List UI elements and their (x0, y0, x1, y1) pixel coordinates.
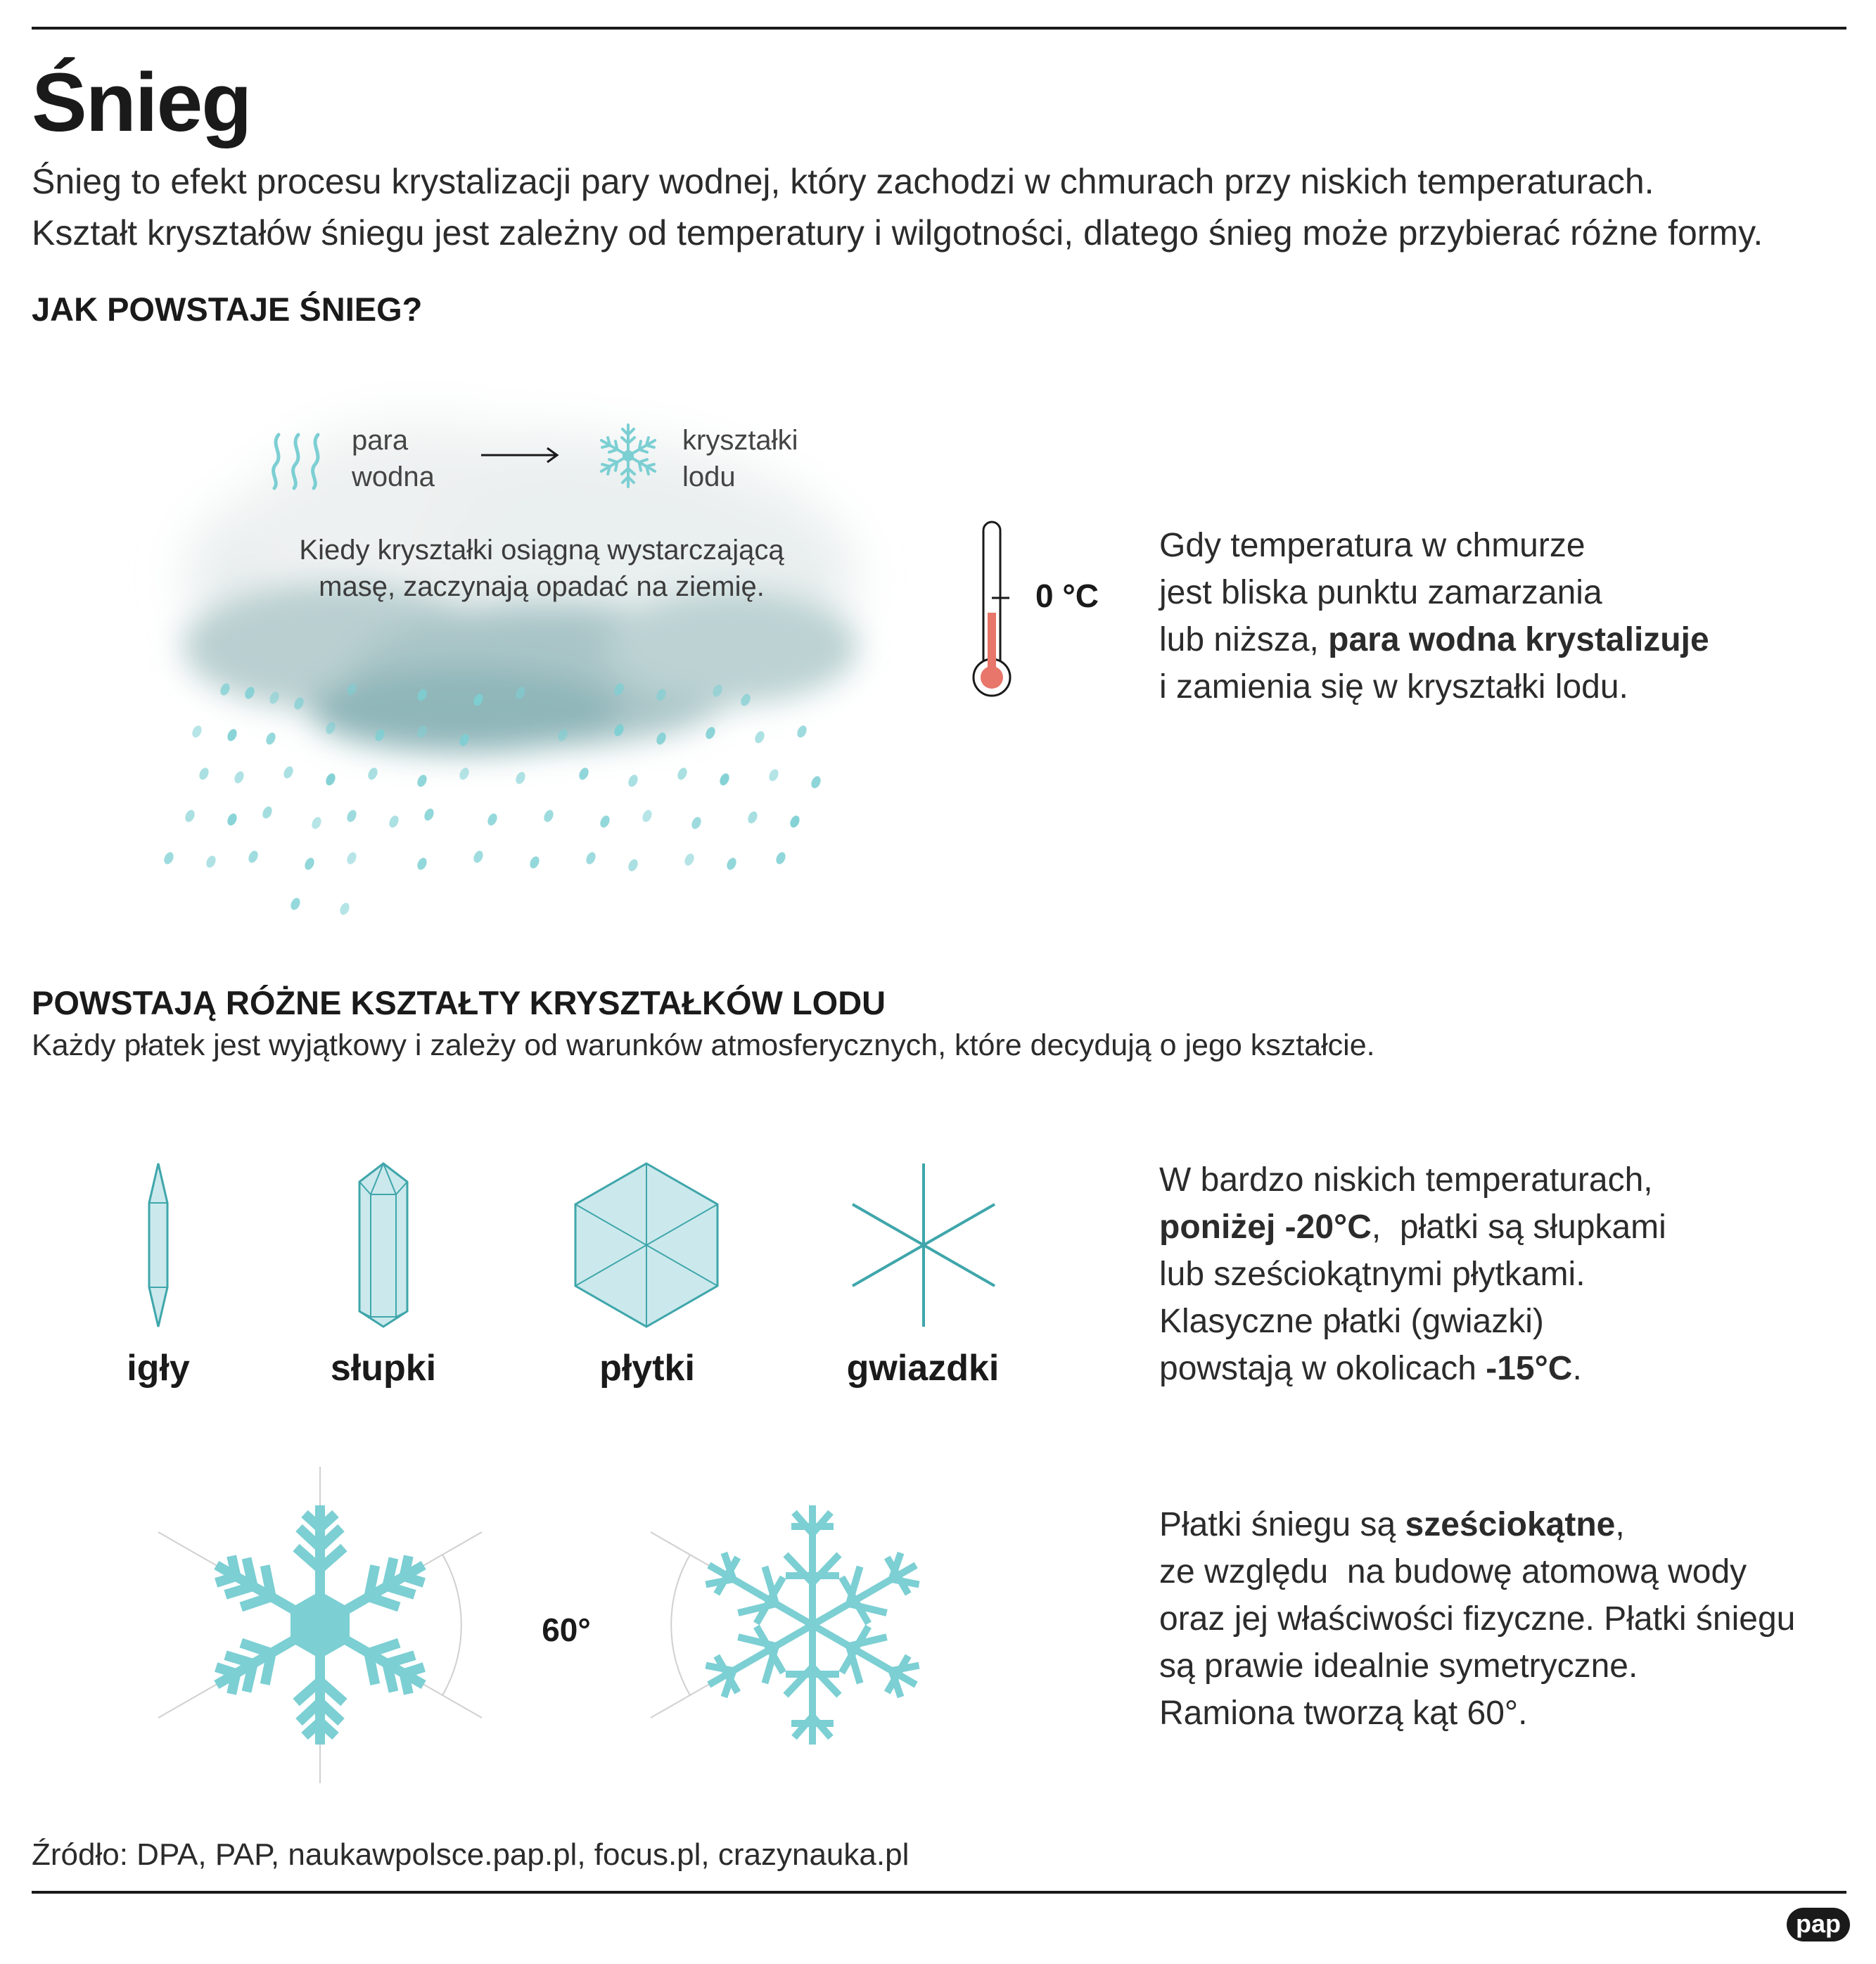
snow-drop (472, 849, 485, 864)
thermometer-icon (967, 519, 1016, 702)
snowflake-left-illustration (151, 1467, 489, 1783)
snow-drop (345, 850, 358, 865)
hex-desc-line3: oraz jej właściwości fizyczne. Płatki śniegu (1159, 1600, 1796, 1638)
hex-desc-line1 (1159, 1501, 1849, 1548)
snow-drop (324, 772, 337, 786)
snow-drop (423, 807, 435, 822)
snowflake-right-illustration (644, 1467, 981, 1783)
snow-drop (261, 805, 274, 820)
cloud-caption-line1: Kiedy kryształki osiągną wystarczającą (299, 535, 784, 566)
snow-drop (191, 724, 203, 739)
section2-desc-line3: lub sześciokątnymi płytkami. (1159, 1256, 1585, 1293)
section2-desc-line1: W bardzo niskich temperaturach, (1159, 1161, 1653, 1199)
section2-desc-temp1: poniżej -20°C (1159, 1209, 1372, 1246)
snow-drop (486, 812, 499, 827)
star-crystal-icon (850, 1161, 997, 1329)
pap-logo: pap (1787, 1908, 1850, 1941)
snow-drop (718, 772, 731, 786)
snow-drop (458, 766, 471, 781)
shape-label-plates: płytki (599, 1348, 695, 1389)
snow-drop (388, 814, 400, 829)
section2-desc-line5a: powstają w okolicach (1159, 1350, 1486, 1387)
section2-subheading: Każdy płatek jest wyjątkowy i zależy od warunków atmosferycznych, które decydują o jego kształcie. (32, 1028, 1375, 1062)
snow-drop (774, 850, 787, 865)
snow-drop (226, 727, 238, 742)
hexagon-description (1159, 1501, 1849, 1737)
snow-drop (796, 724, 808, 739)
section2-description (1159, 1156, 1849, 1392)
snow-drop (282, 765, 295, 779)
snow-drop (303, 856, 316, 871)
intro-line-2: Kształt kryształów śniegu jest zależny od temperatury i wilgotności, dlatego śnieg może przybierać różne formy. (32, 213, 1763, 253)
shape-label-columns: słupki (330, 1348, 437, 1389)
column-crystal-icon (355, 1161, 411, 1329)
hex-desc-line4: są prawie idealnie symetryczne. (1159, 1647, 1638, 1685)
cloud-caption (260, 532, 823, 605)
snow-drop (627, 857, 639, 872)
snow-drop (205, 854, 217, 869)
snow-drop (366, 766, 379, 781)
section2-desc-line2 (1159, 1204, 1849, 1251)
section2-desc-line5 (1159, 1345, 1849, 1392)
snow-drop (247, 849, 260, 864)
section2-desc-line5c: . (1572, 1350, 1582, 1387)
section1-desc-line1: Gdy temperatura w chmurze (1159, 527, 1585, 564)
section1-desc-line4: i zamienia się w kryształki lodu. (1159, 668, 1628, 706)
snow-drop (310, 815, 323, 830)
intro-line-1: Śnieg to efekt procesu krystalizacji pary wodnej, który zachodzi w chmurach przy niskich temperaturach. (32, 162, 1654, 201)
shape-label-needles: igły (127, 1348, 190, 1389)
snow-drop (578, 766, 590, 781)
snow-drop (810, 774, 822, 789)
snow-drop (226, 812, 238, 827)
cloud-caption-line2: masę, zaczynają opadać na ziemię. (319, 571, 765, 602)
snow-drop (683, 852, 696, 867)
snow-drop (641, 808, 653, 823)
shape-label-stars: gwiazdki (846, 1348, 1000, 1389)
snow-drop (264, 731, 277, 746)
snow-drop (690, 815, 703, 830)
section1-desc-line2: jest bliska punktu zamarzania (1159, 574, 1602, 611)
snow-drop (289, 896, 302, 911)
vapor-label-line2: wodna (352, 461, 435, 492)
snow-drop (198, 766, 210, 781)
crystal-label (682, 422, 798, 495)
section1-description (1159, 522, 1849, 710)
snow-drop (585, 850, 597, 865)
vapor-label-line1: para (352, 425, 409, 456)
page-title: Śnieg (32, 56, 251, 149)
section1-desc-line3a: lub niższa, (1159, 621, 1329, 658)
section1-heading: JAK POWSTAJE ŚNIEG? (32, 291, 423, 328)
snow-drop (542, 808, 555, 823)
snow-drop (416, 773, 428, 788)
hex-desc-line2: ze względu na budowę atomową wody (1159, 1553, 1747, 1590)
vapor-label (352, 422, 435, 495)
snow-drop (767, 767, 780, 782)
hex-desc-line5: Ramiona tworzą kąt 60°. (1159, 1695, 1528, 1732)
snow-drop (345, 808, 358, 823)
source-note: Źródło: DPA, PAP, naukawpolsce.pap.pl, focus.pl, crazynauka.pl (32, 1837, 910, 1872)
section2-desc-line4: Klasyczne płatki (gwiazki) (1159, 1303, 1544, 1340)
snow-drop (789, 814, 801, 829)
plate-crystal-icon (571, 1161, 722, 1329)
snow-drop (627, 773, 639, 788)
intro-text (32, 156, 1853, 259)
snow-drop (528, 855, 541, 869)
bottom-rule (32, 1891, 1846, 1894)
snow-drop (338, 901, 351, 916)
hex-desc-highlight: sześciokątne (1405, 1506, 1616, 1543)
snow-drop (416, 856, 428, 871)
angle-label: 60° (542, 1612, 591, 1648)
section2-desc-temp2: -15°C (1486, 1350, 1573, 1387)
crystal-label-line2: lodu (682, 461, 736, 492)
thermometer-label: 0 °C (1035, 578, 1099, 614)
snow-drop (514, 770, 527, 785)
arrow-icon (480, 445, 561, 466)
snow-drop (725, 856, 738, 871)
snowflake-small-icon (594, 422, 662, 490)
hex-desc-line1c: , (1615, 1506, 1625, 1543)
snow-drop (162, 850, 175, 865)
top-rule (32, 27, 1846, 30)
snow-drop (753, 729, 766, 744)
section2-heading: POWSTAJĄ RÓŻNE KSZTAŁTY KRYSZTAŁKÓW LODU (32, 984, 886, 1021)
snow-drop (184, 808, 196, 823)
section2-desc-line2b: , płatki są słupkami (1371, 1209, 1666, 1246)
snow-drop (676, 766, 689, 781)
vapor-icon (266, 429, 329, 492)
snow-drop (233, 770, 245, 784)
snow-drop (704, 725, 717, 740)
snow-drop (746, 810, 759, 824)
crystal-label-line1: kryształki (682, 425, 798, 456)
snow-drop (599, 814, 611, 829)
hex-desc-line1a: Płatki śniegu są (1159, 1506, 1405, 1543)
section1-desc-line3 (1159, 616, 1849, 663)
needle-crystal-icon (141, 1161, 176, 1329)
section1-desc-highlight: para wodna krystalizuje (1328, 621, 1709, 658)
